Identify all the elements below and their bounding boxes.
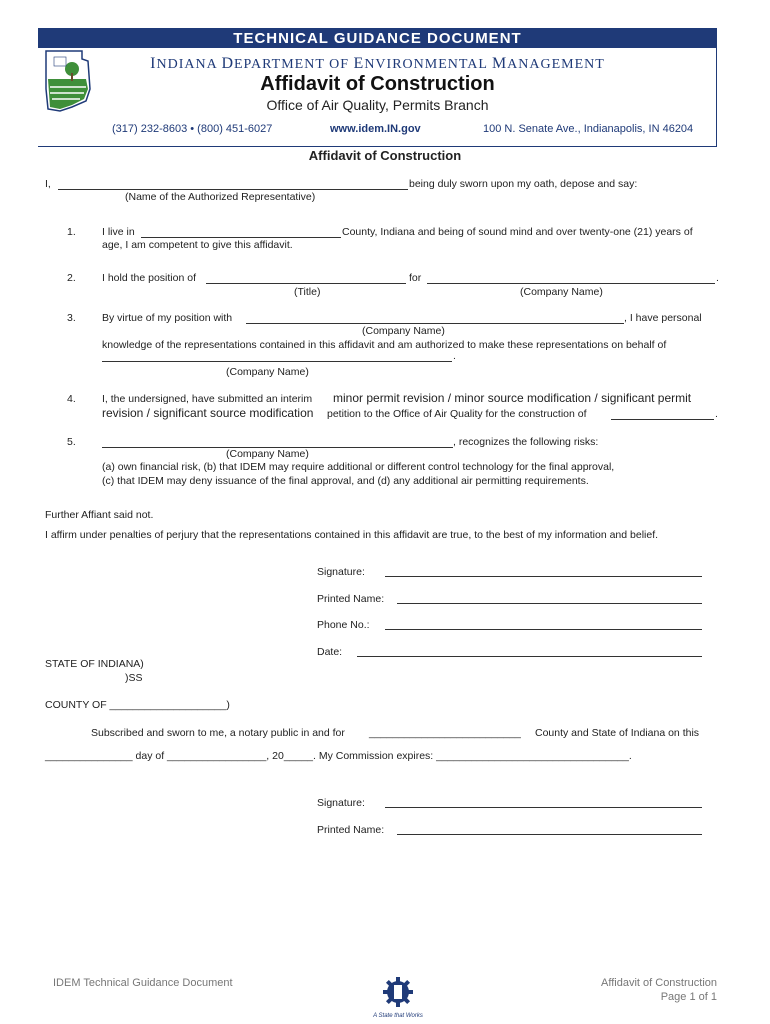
item1-text-c: age, I am competent to give this affidavit.	[102, 239, 293, 251]
intro-suffix: being duly sworn upon my oath, depose and say:	[409, 178, 638, 190]
item3-text-d: .	[453, 350, 456, 362]
address: 100 N. Senate Ave., Indianapolis, IN 46204	[483, 123, 694, 135]
ss-line: )SS	[125, 672, 143, 684]
notary-text-c: County and State of Indiana on this	[535, 727, 700, 739]
printed-name-label: Printed Name:	[317, 593, 385, 605]
header-band: TECHNICAL GUIDANCE DOCUMENT	[38, 28, 717, 48]
signature-field[interactable]	[385, 576, 702, 577]
office-name: Office of Air Quality, Permits Branch	[266, 97, 489, 113]
notary-county-field[interactable]: __________________________	[369, 727, 521, 739]
item-number: 2.	[67, 272, 76, 284]
further-statement: Further Affiant said not.	[45, 509, 154, 521]
footer-doc-name: Affidavit of Construction	[601, 977, 717, 989]
permit-type-options: minor permit revision / minor source modification / significant permit	[333, 391, 692, 405]
phone-numbers: (317) 232-8603 • (800) 451-6027	[112, 123, 273, 135]
notary-signature-field[interactable]	[385, 807, 702, 808]
item2-caption-company: (Company Name)	[520, 286, 603, 298]
intro-caption: (Name of the Authorized Representative)	[125, 191, 316, 203]
item5-caption-company: (Company Name)	[226, 448, 309, 460]
item3-text-a: By virtue of my position with	[102, 312, 233, 324]
item1-text-a: I live in	[102, 226, 135, 238]
item5-text-c: (c) that IDEM may deny issuance of the final approval, and (d) any additional air permitting requirements.	[102, 475, 589, 487]
date-field[interactable]	[357, 656, 702, 657]
item5-text-a: , recognizes the following risks:	[453, 436, 599, 448]
footer-page-number: Page 1 of 1	[660, 991, 717, 1003]
document-title: Affidavit of Construction	[308, 148, 462, 163]
phone-label: Phone No.:	[317, 619, 370, 631]
date-label: Date:	[317, 646, 343, 658]
item4-text-a: I, the undersigned, have submitted an interim	[102, 393, 313, 405]
indiana-logo-icon	[42, 49, 94, 113]
item5-text-b: (a) own financial risk, (b) that IDEM may require additional or different control technology for the final approval,	[102, 461, 615, 473]
item3-caption-company-2: (Company Name)	[226, 366, 309, 378]
state-seal-logo-icon	[373, 975, 423, 1021]
item3-text-b: , I have personal	[624, 312, 702, 324]
county-line: COUNTY OF ____________________)	[45, 699, 230, 711]
printed-name-field[interactable]	[397, 603, 702, 604]
county-field[interactable]	[141, 237, 341, 238]
item2-caption-title: (Title)	[294, 286, 321, 298]
item1-text-b: County, Indiana and being of sound mind and over twenty-one (21) years of	[342, 226, 693, 238]
notary-date-line: _______________ day of _________________, 20_____. My Commission expires: _________________________________.	[45, 750, 632, 762]
item3-text-c: knowledge of the representations contained in this affidavit and am authorized to make these representations on behalf of	[102, 339, 667, 351]
phone-field[interactable]	[385, 629, 702, 630]
form-title: Affidavit of Construction	[260, 73, 495, 95]
notary-printed-name-field[interactable]	[397, 834, 702, 835]
affirmation-statement: I affirm under penalties of perjury that the representations contained in this affidavit are true, to the best of my information and belief.	[45, 529, 659, 541]
state-line: STATE OF INDIANA)	[45, 658, 144, 670]
notary-printed-name-label: Printed Name:	[317, 824, 385, 836]
item3-caption-company: (Company Name)	[362, 325, 445, 337]
item2-text-a: I hold the position of	[102, 272, 196, 284]
agency-name: INDIANA DEPARTMENT OF ENVIRONMENTAL MANAGEMENT	[150, 55, 605, 72]
representative-name-field[interactable]	[58, 189, 408, 190]
item4-text-b: petition to the Office of Air Quality for the construction of	[327, 408, 587, 420]
notary-text-a: Subscribed and sworn to me, a notary public in and for	[91, 727, 345, 739]
construction-field[interactable]	[611, 419, 714, 420]
item2-text-b: for	[409, 272, 422, 284]
signature-label: Signature:	[317, 566, 365, 578]
company-name-field[interactable]	[102, 361, 452, 362]
item4-text-c: .	[715, 408, 718, 420]
intro-prefix: I,	[45, 178, 51, 190]
item2-text-c: .	[716, 272, 719, 284]
item-number: 4.	[67, 393, 76, 405]
logo-tagline: A State that Works	[373, 1013, 423, 1019]
item-number: 5.	[67, 436, 76, 448]
company-name-field[interactable]	[427, 283, 715, 284]
permit-type-options-cont: revision / significant source modification	[102, 406, 314, 420]
title-field[interactable]	[206, 283, 406, 284]
footer-left: IDEM Technical Guidance Document	[53, 977, 233, 989]
item-number: 3.	[67, 312, 76, 324]
website-link[interactable]: www.idem.IN.gov	[330, 123, 421, 135]
notary-signature-label: Signature:	[317, 797, 365, 809]
item-number: 1.	[67, 226, 76, 238]
company-name-field[interactable]	[246, 323, 624, 324]
